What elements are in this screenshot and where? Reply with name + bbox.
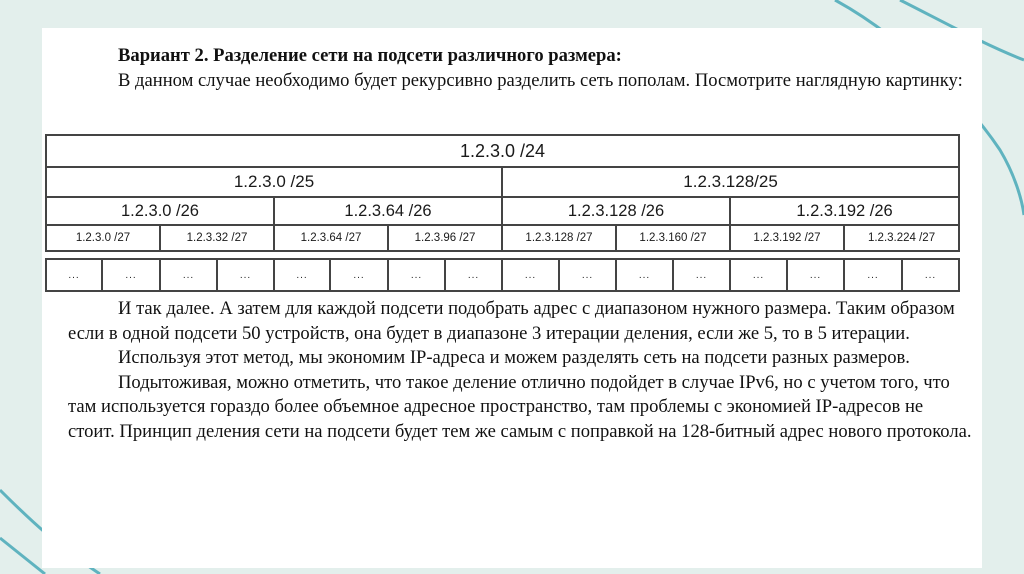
ellipsis-cell: ... (102, 259, 160, 291)
section-heading: Вариант 2. Разделение сети на подсети различного размера: (118, 45, 622, 66)
subnet-cell-27: 1.2.3.64 /27 (274, 225, 388, 251)
ellipsis-cell: ... (330, 259, 388, 291)
body-paragraph: Подытоживая, можно отметить, что такое деление отлично подойдет в случае IPv6, но с учетом того, что там используется гораздо более объемное адресное пространство, там проблемы с экономией IP-адресов не стоит. Принцип деления сети на подсети будет тем же самым с поправкой на 128-битный адрес нового протокола. (68, 371, 972, 442)
body-section (68, 297, 973, 444)
table-row (46, 135, 959, 167)
subnet-cell-26: 1.2.3.0 /26 (46, 197, 274, 225)
subnet-cell-27: 1.2.3.192 /27 (730, 225, 844, 251)
subnet-cell-27: 1.2.3.32 /27 (160, 225, 274, 251)
table-row (46, 225, 959, 251)
intro-paragraph: В данном случае необходимо будет рекурсивно разделить сеть пополам. Посмотрите наглядную картинку: (118, 69, 963, 91)
ellipsis-cell: ... (46, 259, 102, 291)
ellipsis-cell: ... (787, 259, 844, 291)
table-gap-row (46, 251, 959, 259)
subnet-cell-27: 1.2.3.160 /27 (616, 225, 730, 251)
subnet-cell-27: 1.2.3.128 /27 (502, 225, 616, 251)
ellipsis-cell: ... (559, 259, 616, 291)
ellipsis-cell: ... (274, 259, 330, 291)
ellipsis-cell: ... (217, 259, 274, 291)
body-paragraph: И так далее. А затем для каждой подсети подобрать адрес с диапазоном нужного размера. Таким образом если в одной подсети 50 устройств, она будет в диапазоне 3 итерации деления, если же 5, то в 5 итерации. (68, 298, 955, 344)
ellipsis-cell: ... (730, 259, 787, 291)
table-row (46, 197, 959, 225)
subnet-cell-27: 1.2.3.224 /27 (844, 225, 959, 251)
subnet-division-table (45, 134, 960, 292)
table-row (46, 259, 959, 291)
ellipsis-cell: ... (844, 259, 902, 291)
ellipsis-cell: ... (616, 259, 673, 291)
ellipsis-cell: ... (388, 259, 445, 291)
ellipsis-cell: ... (673, 259, 730, 291)
subnet-cell-27: 1.2.3.0 /27 (46, 225, 160, 251)
intro-section (68, 44, 973, 93)
ellipsis-cell: ... (160, 259, 217, 291)
subnet-cell-24: 1.2.3.0 /24 (46, 135, 959, 167)
subnet-cell-27: 1.2.3.96 /27 (388, 225, 502, 251)
table-row (46, 167, 959, 197)
subnet-cell-25: 1.2.3.128/25 (502, 167, 959, 197)
subnet-cell-25: 1.2.3.0 /25 (46, 167, 502, 197)
gap-cell (46, 251, 959, 259)
body-paragraph: Используя этот метод, мы экономим IP-адреса и можем разделять сеть на подсети разных размеров. (118, 347, 910, 368)
ellipsis-cell: ... (902, 259, 959, 291)
ellipsis-cell: ... (445, 259, 502, 291)
subnet-cell-26: 1.2.3.128 /26 (502, 197, 730, 225)
subnet-cell-26: 1.2.3.64 /26 (274, 197, 502, 225)
subnet-cell-26: 1.2.3.192 /26 (730, 197, 959, 225)
ellipsis-cell: ... (502, 259, 559, 291)
